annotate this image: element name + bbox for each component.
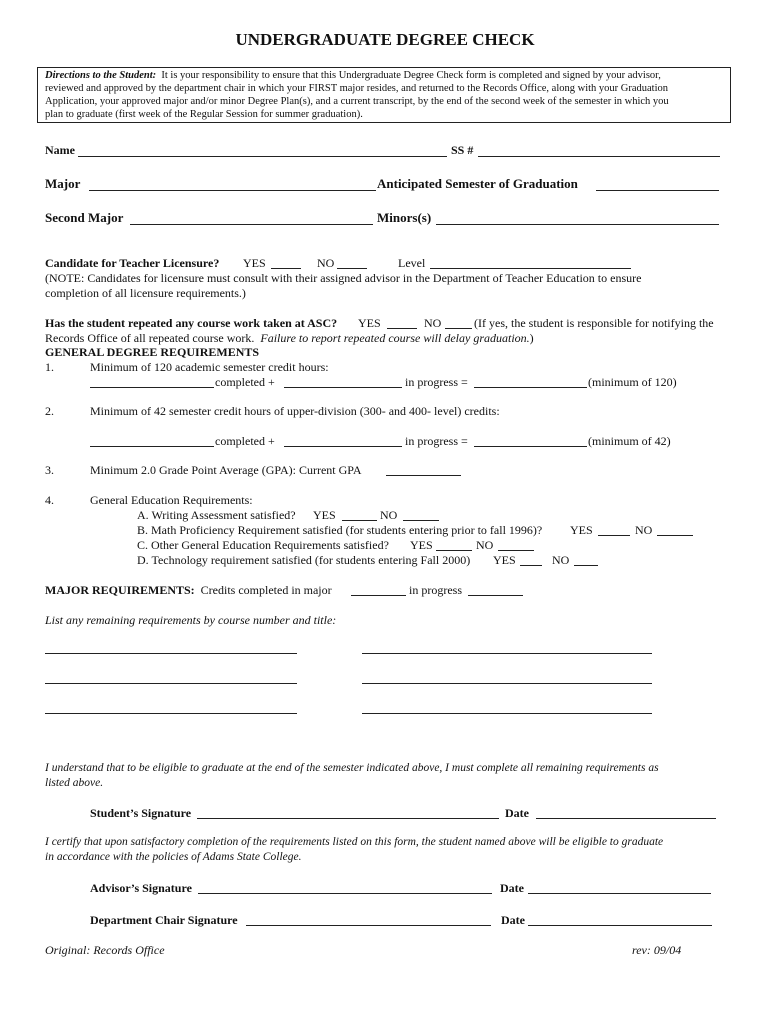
chair-signature-label: Department Chair Signature — [90, 913, 238, 927]
teacher-no-field[interactable] — [337, 268, 367, 269]
ss-field[interactable] — [478, 156, 720, 157]
item-1-completed-field[interactable] — [90, 387, 214, 388]
item-1-total-field[interactable] — [474, 387, 587, 388]
chair-date-field[interactable] — [528, 925, 712, 926]
statement-2-line-1: I certify that upon satisfactory completion of the requirements listed on this form, the student named above will be eligible to graduate — [45, 836, 664, 848]
requirement-line-1a[interactable] — [45, 653, 297, 654]
name-label: Name — [45, 143, 75, 157]
major-req-text: Credits completed in major — [200, 583, 332, 597]
gen-ed-a-no-field[interactable] — [403, 520, 439, 521]
major-label: Major — [45, 176, 81, 191]
major-completed-field[interactable] — [351, 595, 406, 596]
advisor-date-label: Date — [500, 881, 524, 895]
gen-ed-b-yes-field[interactable] — [598, 535, 630, 536]
gen-ed-d-label: D. Technology requirement satisfied (for students entering Fall 2000) — [137, 553, 471, 567]
footer-original: Original: Records Office — [45, 943, 165, 957]
gen-ed-a-yes-field[interactable] — [342, 520, 377, 521]
directions-line-1: Directions to the Student: It is your responsibility to ensure that this Undergraduate Degree Check form is completed and signed by your advisor, — [45, 70, 661, 81]
gen-ed-d-yes-label: YES — [493, 553, 516, 567]
repeat-no-field[interactable] — [445, 328, 472, 329]
directions-line-3: Application, your approved major and/or minor Degree Plan(s), and a current transcript, by the end of the second week of the semester in which you — [45, 96, 669, 107]
item-1-progress-label: in progress = — [405, 375, 468, 389]
repeat-note-2: Records Office of all repeated course work. Failure to report repeated course will delay graduation.) — [45, 331, 534, 345]
gpa-field[interactable] — [386, 475, 461, 476]
item-2-completed-label: completed + — [215, 434, 275, 448]
ss-label: SS # — [451, 143, 474, 157]
major-req-heading: MAJOR REQUIREMENTS: — [45, 583, 195, 597]
chair-date-label: Date — [501, 913, 525, 927]
anticipated-field[interactable] — [596, 190, 719, 191]
directions-line-4: plan to graduate (first week of the Regular Session for summer graduation). — [45, 109, 363, 120]
item-2-progress-label: in progress = — [405, 434, 468, 448]
teacher-yes-label: YES — [243, 256, 266, 270]
teacher-level-field[interactable] — [430, 268, 631, 269]
repeat-no-label: NO — [424, 316, 442, 330]
major-field[interactable] — [89, 190, 376, 191]
gen-ed-a-label: A. Writing Assessment satisfied? — [137, 508, 296, 522]
minors-label: Minors(s) — [377, 210, 432, 225]
repeat-note-1: (If yes, the student is responsible for notifying the — [474, 316, 714, 330]
item-2-number: 2. — [45, 404, 54, 418]
chair-signature-field[interactable] — [246, 925, 491, 926]
item-1-minimum: (minimum of 120) — [588, 375, 677, 389]
gen-ed-d-no-label: NO — [552, 553, 570, 567]
advisor-date-field[interactable] — [528, 893, 711, 894]
item-1-progress-field[interactable] — [284, 387, 402, 388]
second-major-label: Second Major — [45, 210, 124, 225]
gen-ed-b-label: B. Math Proficiency Requirement satisfied (for students entering prior to fall 1996)? — [137, 523, 543, 537]
item-2-text: Minimum of 42 semester credit hours of upper-division (300- and 400- level) credits: — [90, 404, 500, 418]
repeat-yes-label: YES — [358, 316, 381, 330]
item-1-text: Minimum of 120 academic semester credit hours: — [90, 360, 329, 374]
gen-ed-d-yes-field[interactable] — [520, 565, 542, 566]
student-date-field[interactable] — [536, 818, 716, 819]
gen-ed-b-no-label: NO — [635, 523, 653, 537]
name-field[interactable] — [78, 156, 447, 157]
teacher-no-label: NO — [317, 256, 335, 270]
statement-1-line-1: I understand that to be eligible to graduate at the end of the semester indicated above, I must complete all remaining requirements as — [45, 762, 659, 774]
minors-field[interactable] — [436, 224, 719, 225]
second-major-field[interactable] — [130, 224, 373, 225]
directions-line-2: reviewed and approved by the department chair in which your FIRST major resides, and returned to the Records Office, along with your Graduation — [45, 83, 669, 94]
major-req-row — [45, 583, 332, 598]
teacher-question-row: Candidate for Teacher Licensure? — [45, 256, 220, 270]
teacher-note-line-1: (NOTE: Candidates for licensure must consult with their assigned advisor in the Department of Teacher Education to ensure — [45, 271, 642, 285]
item-1-completed-label: completed + — [215, 375, 275, 389]
repeat-question: Has the student repeated any course work taken at ASC? — [45, 316, 338, 330]
item-3-number: 3. — [45, 463, 54, 477]
page-title: UNDERGRADUATE DEGREE CHECK — [235, 30, 535, 49]
statement-2-line-2: in accordance with the policies of Adams State College. — [45, 851, 302, 863]
requirement-line-1b[interactable] — [362, 653, 652, 654]
gen-ed-d-no-field[interactable] — [574, 565, 598, 566]
statement-1-line-2: listed above. — [45, 777, 104, 789]
gen-ed-c-no-label: NO — [476, 538, 494, 552]
item-2-minimum: (minimum of 42) — [588, 434, 671, 448]
gen-ed-c-no-field[interactable] — [498, 550, 534, 551]
item-2-progress-field[interactable] — [284, 446, 402, 447]
advisor-signature-label: Advisor’s Signature — [90, 881, 192, 895]
list-prompt: List any remaining requirements by course number and title: — [45, 613, 337, 627]
major-progress-field[interactable] — [468, 595, 523, 596]
item-1-number: 1. — [45, 360, 54, 374]
teacher-note-line-2: completion of all licensure requirements.) — [45, 286, 246, 300]
major-progress-label: in progress — [409, 583, 462, 597]
item-2-total-field[interactable] — [474, 446, 587, 447]
gen-ed-c-yes-field[interactable] — [436, 550, 472, 551]
item-3-text: Minimum 2.0 Grade Point Average (GPA): Current GPA — [90, 463, 362, 477]
gen-ed-b-no-field[interactable] — [657, 535, 693, 536]
gen-ed-c-label: C. Other General Education Requirements satisfied? — [137, 538, 389, 552]
requirement-line-2b[interactable] — [362, 683, 652, 684]
requirement-line-2a[interactable] — [45, 683, 297, 684]
student-signature-field[interactable] — [197, 818, 499, 819]
gen-ed-a-yes-label: YES — [313, 508, 336, 522]
item-4-text: General Education Requirements: — [90, 493, 253, 507]
teacher-level-label: Level — [398, 256, 426, 270]
gen-ed-b-yes-label: YES — [570, 523, 593, 537]
anticipated-label: Anticipated Semester of Graduation — [377, 176, 578, 191]
item-2-completed-field[interactable] — [90, 446, 214, 447]
general-heading: GENERAL DEGREE REQUIREMENTS — [45, 345, 260, 359]
requirement-line-3a[interactable] — [45, 713, 297, 714]
repeat-yes-field[interactable] — [387, 328, 417, 329]
gen-ed-a-no-label: NO — [380, 508, 398, 522]
student-signature-label: Student’s Signature — [90, 806, 192, 820]
gen-ed-c-yes-label: YES — [410, 538, 433, 552]
requirement-line-3b[interactable] — [362, 713, 652, 714]
directions-label: Directions to the Student: — [45, 70, 157, 81]
student-date-label: Date — [505, 806, 529, 820]
teacher-yes-field[interactable] — [271, 268, 301, 269]
footer-revision: rev: 09/04 — [632, 943, 682, 957]
advisor-signature-field[interactable] — [198, 893, 492, 894]
item-4-number: 4. — [45, 493, 54, 507]
